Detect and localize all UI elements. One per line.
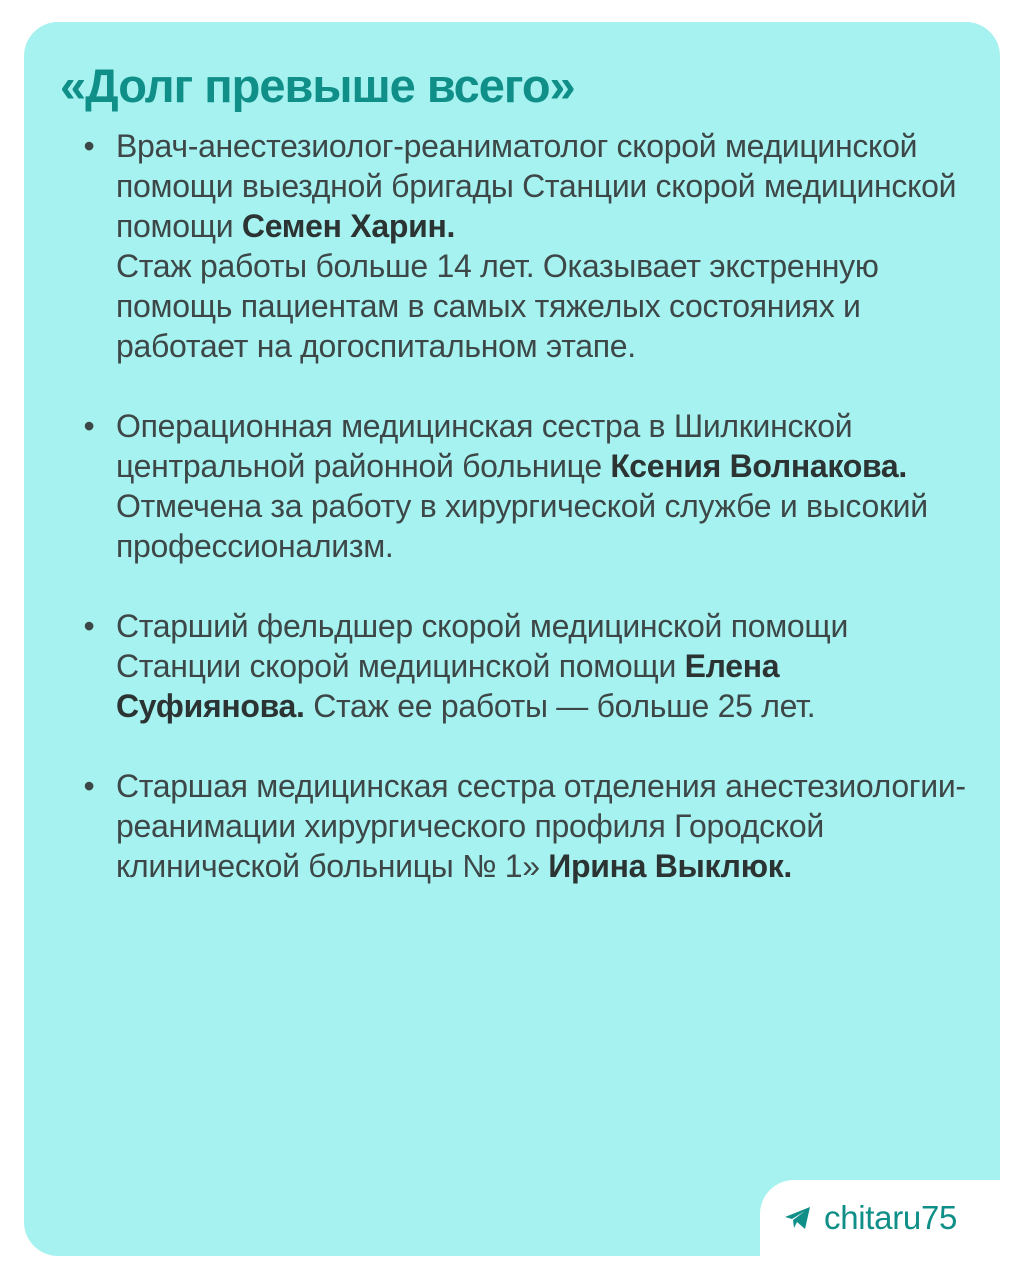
bullet: • xyxy=(83,768,95,804)
awardee-name: Ирина Выклюк. xyxy=(548,848,793,884)
channel-handle: chitaru75 xyxy=(824,1199,958,1236)
source-tag-content xyxy=(784,1180,957,1256)
item-details: Отмечена за работу в хирургической службе и высокий профессионализм. xyxy=(116,488,928,564)
awardee-name: Семен Харин. xyxy=(241,208,456,244)
bullet: • xyxy=(83,128,95,164)
awardee-name: Елена Суфиянова. xyxy=(116,648,780,724)
item-description: Старший фельдшер скорой медицинской помощи Станции скорой медицинской помощи xyxy=(116,608,849,684)
source-tag[interactable] xyxy=(760,1180,1024,1256)
bullet: • xyxy=(83,608,95,644)
telegram-icon xyxy=(784,1206,812,1230)
item-details: Стаж ее работы — больше 25 лет. xyxy=(304,688,816,724)
list-item xyxy=(80,406,975,566)
item-description: Операционная медицинская сестра в Шилкинской центральной районной больнице xyxy=(116,408,853,484)
awardee-name: Ксения Волнакова. xyxy=(610,448,907,484)
list-item xyxy=(80,766,975,886)
page-title: «Долг превыше всего» xyxy=(60,59,575,112)
list-item xyxy=(80,606,975,726)
item-description: Врач-анестезиолог-реаниматолог скорой медицинской помощи выездной бригады Станции скорой медицинской помощи xyxy=(116,128,957,244)
awardee-list xyxy=(80,126,975,926)
item-description: Старшая медицинская сестра отделения анестезиологии-реанимации хирургического профиля Городской клинической больницы № 1» xyxy=(116,768,966,884)
item-details: Стаж работы больше 14 лет. Оказывает экстренную помощь пациентам в самых тяжелых состояниях и работает на догоспитальном этапе. xyxy=(116,248,879,364)
list-item xyxy=(80,126,975,366)
bullet: • xyxy=(83,408,95,444)
